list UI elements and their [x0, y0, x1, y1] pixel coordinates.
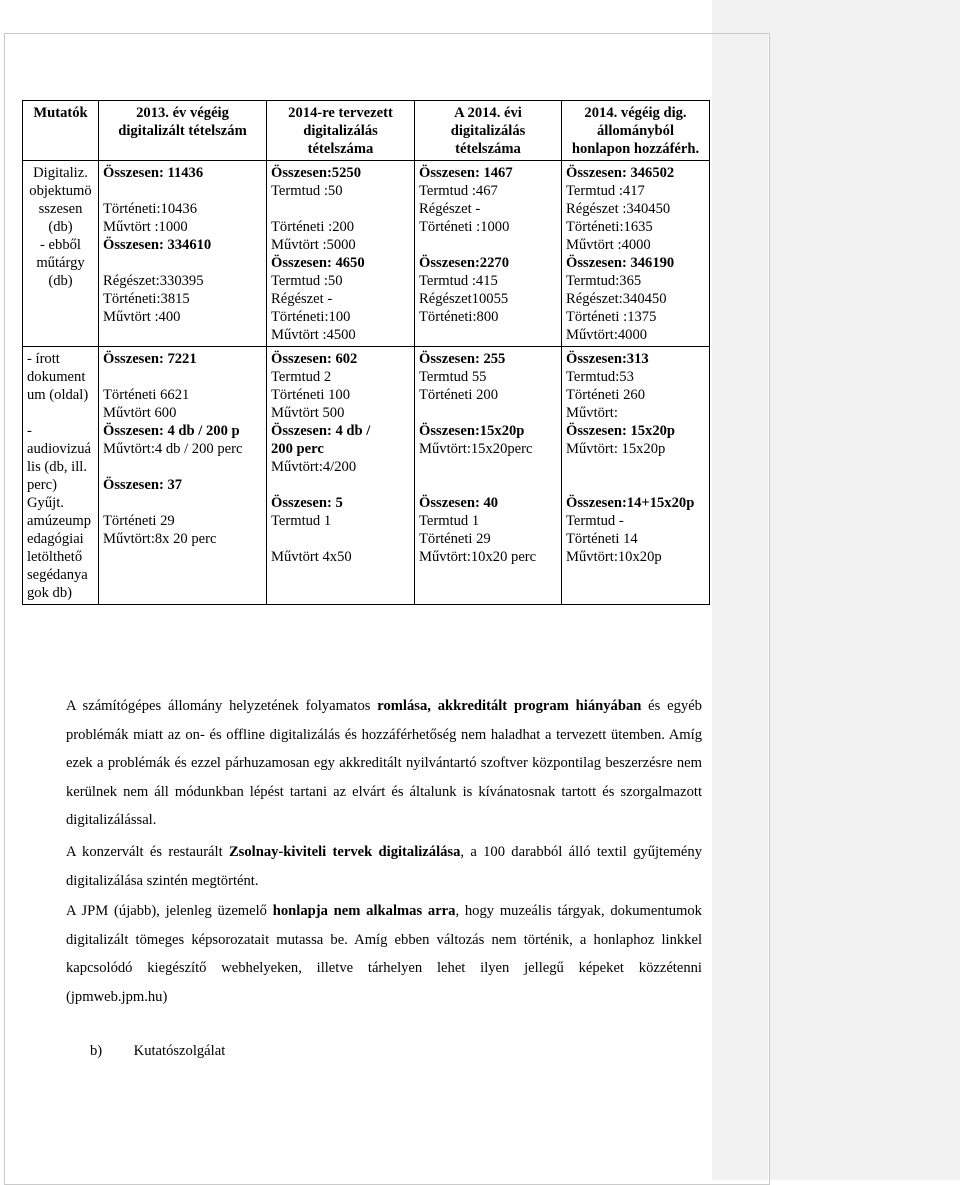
cell-spacer	[566, 476, 705, 494]
cell-objects-actual-2014	[415, 161, 562, 347]
cell-line: Összesen:313	[566, 351, 649, 367]
cell-line: Történeti 14	[566, 531, 638, 547]
cell-line: Termtud 1	[271, 513, 332, 529]
body-text: , a 100 darabból álló textil gyűjtemény digitalizálása szintén megtörtént.	[66, 844, 702, 889]
cell-line: Összesen: 5	[271, 495, 343, 511]
cell-line: Összesen: 40	[419, 495, 499, 511]
cell-line: Művtört :1000	[103, 219, 188, 235]
cell-line: Művtört 4x50	[271, 549, 352, 565]
cell-line: Történeti 260	[566, 387, 646, 403]
cell-line: Termtud 1	[419, 513, 480, 529]
cell-objects-planned-2014	[267, 161, 415, 347]
cell-line: Termtud -	[566, 513, 624, 529]
cell-line: Összesen: 4650	[271, 255, 365, 271]
cell-spacer	[566, 458, 705, 476]
cell-documents-planned-2014	[267, 347, 415, 605]
cell-line: Művtört :4000	[566, 237, 651, 253]
cell-line: Összesen: 1467	[419, 165, 513, 181]
cell-line: Összesen: 346502	[566, 165, 675, 181]
cell-line: Összesen: 602	[271, 351, 358, 367]
cell-line: Művtört 500	[271, 405, 345, 421]
cell-spacer	[103, 254, 262, 272]
cell-objects-online	[562, 161, 710, 347]
cell-line: Termtud 55	[419, 369, 487, 385]
cell-line: Termtud :50	[271, 183, 343, 199]
cell-spacer	[419, 476, 557, 494]
cell-line: Termtud :415	[419, 273, 498, 289]
section-title: Kutatószolgálat	[133, 1043, 226, 1059]
cell-line: Termtud:53	[566, 369, 634, 385]
paragraph-zsolnay	[66, 838, 702, 895]
emphasis-text: honlapja nem alkalmas arra	[272, 903, 456, 919]
cell-line: Összesen: 4 db / 200 p	[103, 423, 240, 439]
cell-line: Művtört:15x20perc	[419, 441, 533, 457]
table-header-row	[23, 101, 710, 161]
indicators-table	[22, 100, 710, 605]
cell-line: Történeti:1635	[566, 219, 653, 235]
cell-line: Összesen:2270	[419, 255, 509, 271]
cell-line: Művtört:4000	[566, 327, 648, 343]
cell-spacer	[103, 494, 262, 512]
paragraph-website	[66, 897, 702, 1011]
cell-line: Művtört: 15x20p	[566, 441, 666, 457]
emphasis-text: romlása, akkreditált program hiányában	[377, 698, 642, 714]
cell-line: Történeti 29	[103, 513, 175, 529]
cell-line: Művtört:8x 20 perc	[103, 531, 217, 547]
header-indicators: Mutatók	[23, 101, 99, 161]
cell-line: Művtört:10x20 perc	[419, 549, 537, 565]
cell-line: Összesen: 37	[103, 477, 183, 493]
cell-line: Művtört 600	[103, 405, 177, 421]
header-actual-2014: A 2014. évi digitalizálás tételszáma	[415, 101, 562, 161]
cell-line: Művtört:4/200	[271, 459, 357, 475]
cell-documents-actual-2014	[415, 347, 562, 605]
cell-line: Összesen:5250	[271, 165, 361, 181]
section-heading	[90, 1041, 225, 1061]
header-planned-2014: 2014-re tervezett digitalizálás tételszáma	[267, 101, 415, 161]
cell-line: 200 perc	[271, 441, 324, 457]
cell-line: Történeti :1375	[566, 309, 657, 325]
cell-spacer	[103, 458, 262, 476]
cell-spacer	[271, 530, 410, 548]
cell-line: Történeti:10436	[103, 201, 198, 217]
label-artworks: - ebből műtárgy (db)	[36, 237, 85, 289]
cell-line: Összesen: 7221	[103, 351, 197, 367]
cell-line: Művtört :5000	[271, 237, 356, 253]
cell-line: Termtud :467	[419, 183, 498, 199]
cell-line: Termtud :50	[271, 273, 343, 289]
label-written-documents: - írott dokument um (oldal)	[27, 351, 89, 403]
paragraph-status	[66, 692, 702, 835]
cell-line: Régészet :340450	[566, 201, 671, 217]
row-label-documents	[23, 347, 99, 605]
label-education-materials: Gyűjt. amúzeump edagógiai letölthető segédanya gok db)	[27, 495, 92, 601]
cell-spacer	[103, 368, 262, 386]
body-text: A JPM (újabb), jelenleg üzemelő	[66, 903, 273, 919]
cell-line: Termtud :417	[566, 183, 645, 199]
cell-objects-2013	[99, 161, 267, 347]
row-label-objects	[23, 161, 99, 347]
cell-documents-2013	[99, 347, 267, 605]
cell-line: Régészet:330395	[103, 273, 204, 289]
cell-line: Régészet -	[271, 291, 333, 307]
cell-documents-online	[562, 347, 710, 605]
cell-line: Történeti:100	[271, 309, 351, 325]
section-number: b)	[90, 1043, 103, 1059]
cell-line: Művtört :400	[103, 309, 181, 325]
cell-line: Összesen:14+15x20p	[566, 495, 695, 511]
header-online-accessible: 2014. végéig dig. állományból honlapon hozzáférh.	[562, 101, 710, 161]
cell-line: Történeti :1000	[419, 219, 510, 235]
header-digitized-2013: 2013. év végéig digitalizált tételszám	[99, 101, 267, 161]
cell-line: Történeti 200	[419, 387, 499, 403]
cell-line: Művtört:4 db / 200 perc	[103, 441, 243, 457]
cell-spacer	[419, 458, 557, 476]
cell-line: Összesen: 346190	[566, 255, 675, 271]
cell-line: Művtört :4500	[271, 327, 356, 343]
page-margin-panel-overlap	[712, 34, 768, 1180]
cell-line: Történeti:800	[419, 309, 499, 325]
cell-line: Történeti 6621	[103, 387, 190, 403]
cell-line: Művtört:10x20p	[566, 549, 662, 565]
label-audiovisual: - audiovizuá lis (db, ill. perc)	[27, 423, 92, 493]
cell-line: Termtud:365	[566, 273, 642, 289]
cell-line: Művtört:	[566, 405, 618, 421]
cell-line: Történeti 29	[419, 531, 491, 547]
body-text: A számítógépes állomány helyzetének folyamatos	[66, 698, 378, 714]
cell-line: Összesen: 15x20p	[566, 423, 676, 439]
table-row-documents	[23, 347, 710, 605]
cell-spacer	[271, 476, 410, 494]
cell-line: Összesen:15x20p	[419, 423, 525, 439]
body-text: , hogy muzeális tárgyak, dokumentumok digitalizált tömeges képsorozatait mutassa be. Amíg ebben változás nem történik, a honlaphoz linkkel kapcsolódó kiegészítő webhelyeken, illetve tárhelyen lehet ilyen jellegű képeket közzétenni (jpmweb.jpm.hu)	[66, 903, 702, 1005]
cell-spacer	[103, 182, 262, 200]
cell-line: Termtud 2	[271, 369, 332, 385]
cell-spacer	[271, 200, 410, 218]
label-digitized-objects-total: Digitaliz. objektumö sszesen (db)	[29, 165, 92, 235]
cell-line: Összesen: 4 db /	[271, 423, 371, 439]
body-text: A konzervált és restaurált	[66, 844, 229, 860]
cell-spacer	[419, 236, 557, 254]
cell-line: Történeti 100	[271, 387, 351, 403]
table-row-objects	[23, 161, 710, 347]
cell-line: Összesen: 255	[419, 351, 506, 367]
cell-line: Összesen: 334610	[103, 237, 212, 253]
cell-line: Régészet10055	[419, 291, 509, 307]
cell-line: Történeti :200	[271, 219, 355, 235]
cell-line: Történeti:3815	[103, 291, 190, 307]
body-text: és egyéb problémák miatt az on- és offline digitalizálás és hozzáférhetőség nem haladhat a tervezett ütemben. Amíg ezek a problémák és ezzel párhuzamosan egy akkreditált nyilvántartó szoftver központilag beszerzésre nem kerülnek nem áll módunkban lépést tartani az elvárt és általunk is kívánatosnak tartott és szorgalmazott digitalizálással.	[66, 698, 702, 828]
cell-line: Régészet:340450	[566, 291, 667, 307]
cell-spacer	[419, 404, 557, 422]
emphasis-text: Zsolnay-kiviteli tervek digitalizálása	[228, 844, 461, 860]
cell-line: Régészet -	[419, 201, 481, 217]
cell-line: Összesen: 11436	[103, 165, 204, 181]
